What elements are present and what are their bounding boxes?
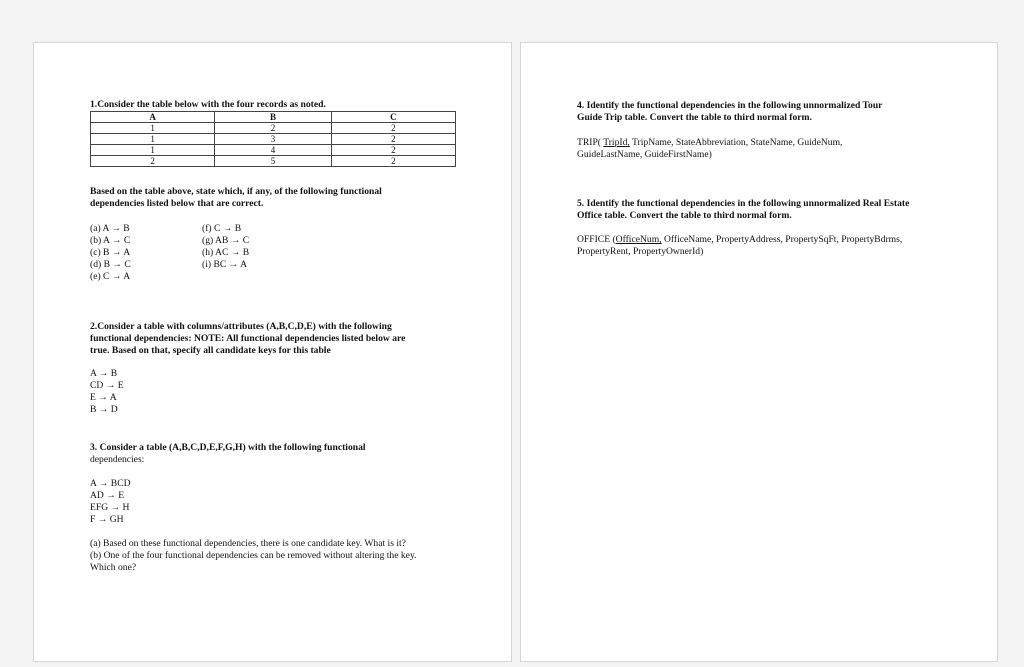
q4-line1: 4. Identify the functional dependencies in the following unnormalized Tour bbox=[577, 100, 883, 111]
table-row bbox=[91, 123, 456, 134]
q1-prompt-line1: Based on the table above, state which, if any, of the following functional bbox=[90, 186, 382, 197]
option-c: (c) B → A bbox=[90, 247, 131, 258]
q3-dependencies bbox=[90, 478, 131, 526]
records-table bbox=[90, 111, 456, 167]
q4-text bbox=[577, 100, 882, 124]
column-header-b: B bbox=[215, 112, 331, 123]
q1-prompt-line2: dependencies listed below that are correct. bbox=[90, 198, 264, 209]
option-b: (b) A → C bbox=[90, 235, 131, 246]
table-header-row bbox=[91, 112, 456, 123]
table-cell: 2 bbox=[331, 123, 455, 134]
q5-schema-attrs: OfficeName, PropertyAddress, PropertySqFt, PropertyBdrms, bbox=[661, 234, 903, 245]
q3-fd: AD → E bbox=[90, 490, 125, 501]
q4-schema-line2: GuideLastName, GuideFirstName) bbox=[577, 149, 712, 160]
q3-fd: A → BCD bbox=[90, 478, 131, 489]
table-cell: 1 bbox=[91, 145, 215, 156]
table-row bbox=[91, 156, 456, 167]
q1-options-left bbox=[90, 223, 131, 283]
q3-part-b-line1: (b) One of the four functional dependencies can be removed without altering the key. bbox=[90, 550, 417, 561]
q5-primary-key: OfficeNum, bbox=[615, 234, 662, 245]
q1-prompt bbox=[90, 186, 382, 210]
table-cell: 3 bbox=[215, 134, 331, 145]
q3-line2: dependencies: bbox=[90, 454, 145, 465]
table-cell: 2 bbox=[331, 145, 455, 156]
option-d: (d) B → C bbox=[90, 259, 131, 270]
option-g: (g) AB → C bbox=[202, 235, 250, 246]
table-cell: 1 bbox=[91, 134, 215, 145]
q4-schema bbox=[577, 137, 842, 161]
q3-parts bbox=[90, 538, 417, 574]
option-f: (f) C → B bbox=[202, 223, 242, 234]
table-cell: 4 bbox=[215, 145, 331, 156]
column-header-c: C bbox=[331, 112, 455, 123]
q2-text bbox=[90, 321, 405, 357]
table-cell: 2 bbox=[215, 123, 331, 134]
table-cell: 2 bbox=[331, 134, 455, 145]
q5-line1: 5. Identify the functional dependencies in the following unnormalized Real Estate bbox=[577, 198, 910, 209]
q3-part-a: (a) Based on these functional dependencies, there is one candidate key. What is it? bbox=[90, 538, 406, 549]
q2-fd: B → D bbox=[90, 404, 118, 415]
table-cell: 1 bbox=[91, 123, 215, 134]
q5-schema-prefix: OFFICE ( bbox=[577, 234, 616, 245]
q2-line1: 2.Consider a table with columns/attributes (A,B,C,D,E) with the following bbox=[90, 321, 392, 332]
document-page-1 bbox=[33, 42, 512, 662]
q5-line2: Office table. Convert the table to third normal form. bbox=[577, 210, 792, 221]
column-header-a: A bbox=[91, 112, 215, 123]
q3-fd: EFG → H bbox=[90, 502, 130, 513]
q4-line2: Guide Trip table. Convert the table to third normal form. bbox=[577, 112, 812, 123]
q2-fd: CD → E bbox=[90, 380, 124, 391]
q5-text bbox=[577, 198, 909, 222]
table-cell: 2 bbox=[91, 156, 215, 167]
q2-dependencies bbox=[90, 368, 124, 416]
option-a: (a) A → B bbox=[90, 223, 130, 234]
document-page-2 bbox=[520, 42, 998, 662]
table-row bbox=[91, 145, 456, 156]
q1-options-right bbox=[202, 223, 249, 271]
q2-line2: functional dependencies: NOTE: All functional dependencies listed below are bbox=[90, 333, 406, 344]
q2-line3: true. Based on that, specify all candidate keys for this table bbox=[90, 345, 331, 356]
q1-title: 1.Consider the table below with the four records as noted. bbox=[90, 99, 326, 110]
q4-schema-attrs: TripName, StateAbbreviation, StateName, GuideNum, bbox=[629, 137, 843, 148]
q5-schema-line2: PropertyRent, PropertyOwnerId) bbox=[577, 246, 704, 257]
q3-part-b-line2: Which one? bbox=[90, 562, 137, 573]
table-row bbox=[91, 134, 456, 145]
q4-schema-prefix: TRIP( bbox=[577, 137, 604, 148]
q2-fd: A → B bbox=[90, 368, 118, 379]
option-e: (e) C → A bbox=[90, 271, 131, 282]
q5-schema bbox=[577, 234, 902, 258]
q2-fd: E → A bbox=[90, 392, 117, 403]
q3-text bbox=[90, 442, 366, 466]
q4-primary-key: TripId, bbox=[603, 137, 630, 148]
table-cell: 5 bbox=[215, 156, 331, 167]
table-cell: 2 bbox=[331, 156, 455, 167]
option-i: (i) BC → A bbox=[202, 259, 248, 270]
q3-line1: 3. Consider a table (A,B,C,D,E,F,G,H) with the following functional bbox=[90, 442, 366, 453]
option-h: (h) AC → B bbox=[202, 247, 250, 258]
q3-fd: F → GH bbox=[90, 514, 124, 525]
